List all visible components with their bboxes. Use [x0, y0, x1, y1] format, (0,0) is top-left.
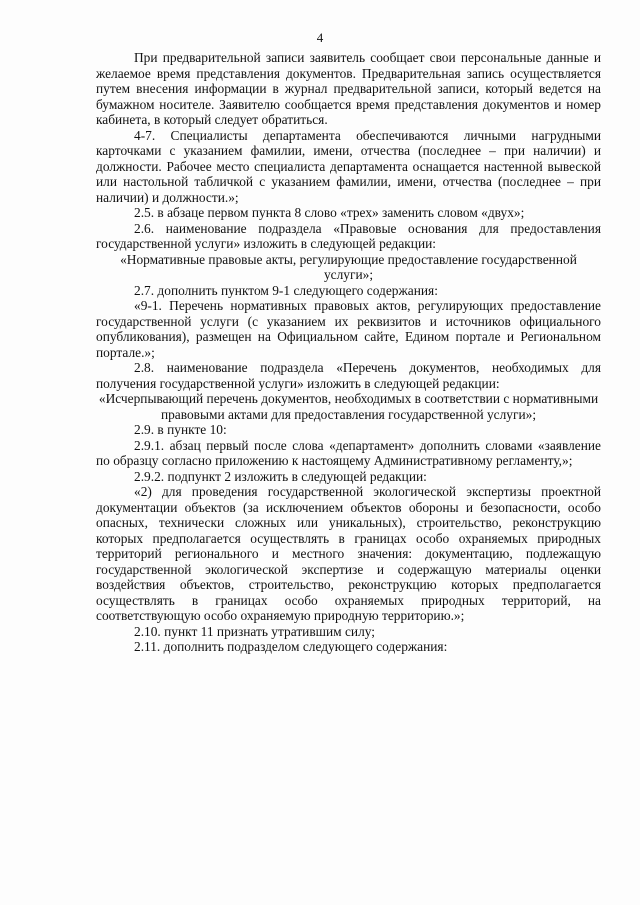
paragraph: 2.10. пункт 11 признать утратившим силу; — [134, 623, 375, 639]
document-body — [96, 50, 601, 655]
paragraph: При предварительной записи заявитель сообщает свои персональные данные и желаемое время представления документов. Предварительная запись осуществляется путем внесения информации в журнал предварительной записи, который ведется на бумажном носителе. Заявителю сообщается время представления документов и номер кабинета, в который следует обратиться. — [96, 50, 601, 127]
centered-heading: «Исчерпывающий перечень документов, необходимых в соответствии с нормативными правовыми актами для предоставления государственной услуги»; — [98, 391, 599, 422]
paragraph: 2.9.2. подпункт 2 изложить в следующей редакции: — [134, 468, 427, 484]
paragraph: 2.6. наименование подраздела «Правовые основания для предоставления государственной услуги» изложить в следующей редакции: — [96, 220, 601, 251]
paragraph: 2.8. наименование подраздела «Перечень документов, необходимых для получения государственной услуги» изложить в следующей редакции: — [96, 360, 601, 391]
paragraph: 2.9. в пункте 10: — [134, 422, 227, 437]
paragraph: 2.5. в абзаце первом пункта 8 слово «трех» заменить словом «двух»; — [134, 205, 525, 220]
centered-heading: «Нормативные правовые акты, регулирующие предоставление государственной услуги»; — [120, 251, 577, 282]
paragraph: «9-1. Перечень нормативных правовых актов, регулирующих предоставление государственной услуги (с указанием их реквизитов и источников официального опубликования), размещен на Официальном сайте, Едином портале и Региональном портале.»; — [96, 298, 601, 360]
paragraph: «2) для проведения государственной экологической экспертизы проектной документации объектов (за исключением объектов обороны и безопасности, особо опасных, технически сложных или уникальных), строительство, реконструкцию которых предполагается осуществлять в границах особо охраняемых природных территорий регионального и местного значения: документацию, подлежащую государственной экологической экспертизе и содержащую материалы оценки воздействия объектов, строительство, реконструкцию которых предполагается осуществлять в границах особо охраняемых природных территорий, на соответствующую особо охраняемую природную территорию.»; — [96, 484, 601, 623]
paragraph: 2.9.1. абзац первый после слова «департамент» дополнить словами «заявление по образцу согласно приложению к настоящему Административному регламенту,»; — [96, 437, 601, 468]
paragraph: 2.7. дополнить пунктом 9-1 следующего содержания: — [134, 282, 438, 298]
paragraph: 4-7. Специалисты департамента обеспечиваются личными нагрудными карточками с указанием фамилии, имени, отчества (последнее – при наличии) и должности. Рабочее место специалиста департамента оснащается настенной вывеской или настольной табличкой с указанием фамилии, имени, отчества (последнее – при наличии) и должности.»; — [96, 127, 601, 205]
paragraph: 2.11. дополнить подразделом следующего содержания: — [134, 639, 448, 654]
page-number: 4 — [316, 30, 324, 45]
